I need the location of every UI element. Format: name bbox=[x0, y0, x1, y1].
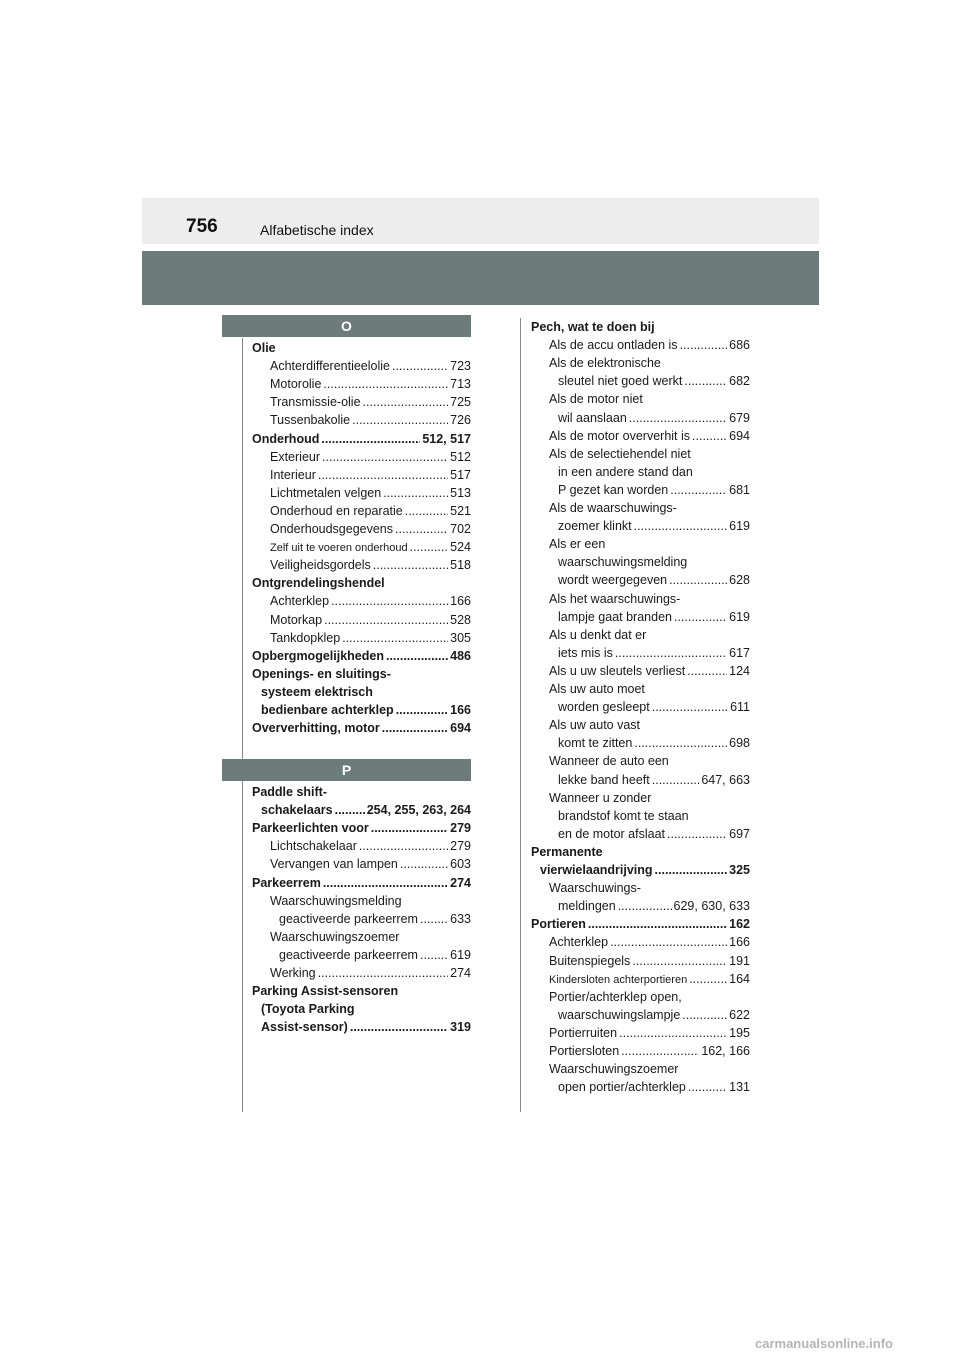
index-entry bbox=[558, 734, 750, 752]
dot-leader bbox=[321, 430, 420, 448]
page-reference: 617 bbox=[729, 645, 750, 660]
dot-leader bbox=[670, 481, 727, 499]
index-term: sleutel niet goed werkt bbox=[558, 374, 683, 389]
page-reference: 528 bbox=[450, 612, 471, 627]
page-reference: 713 bbox=[450, 377, 471, 392]
page-reference: 279 bbox=[450, 821, 471, 836]
page-number: 756 bbox=[186, 216, 218, 237]
index-entry bbox=[261, 1000, 471, 1018]
index-term: Als de waarschuwings- bbox=[549, 501, 677, 515]
page-reference: 647, 663 bbox=[701, 772, 750, 787]
dot-leader bbox=[400, 855, 448, 873]
dot-leader bbox=[669, 571, 727, 589]
section-title: Alfabetische index bbox=[260, 222, 374, 238]
index-entry bbox=[549, 970, 750, 988]
index-entry bbox=[558, 644, 750, 662]
dot-leader bbox=[324, 611, 448, 629]
dot-leader bbox=[674, 608, 727, 626]
index-term: Als uw auto vast bbox=[549, 718, 641, 733]
index-entry bbox=[252, 719, 471, 737]
index-entry bbox=[558, 608, 750, 626]
index-entry bbox=[270, 611, 471, 629]
header-band bbox=[142, 198, 819, 244]
index-term: Transmissie-olie bbox=[270, 395, 361, 410]
index-term: Als de selectiehendel niet bbox=[549, 446, 691, 461]
index-entry bbox=[270, 928, 471, 946]
index-term: Kindersloten achterportieren bbox=[549, 973, 688, 986]
index-term: zoemer klinkt bbox=[558, 519, 632, 534]
index-term: Waarschuwingszoemer bbox=[549, 1062, 679, 1077]
index-entry bbox=[549, 445, 750, 463]
index-entry bbox=[261, 801, 471, 819]
dot-leader bbox=[652, 698, 728, 716]
dot-leader bbox=[392, 357, 448, 375]
dot-leader bbox=[323, 375, 448, 393]
page-reference: 131 bbox=[729, 1080, 750, 1095]
watermark: carmanualsonline.info bbox=[755, 1336, 893, 1351]
index-entry bbox=[558, 409, 750, 427]
index-entry bbox=[558, 1006, 750, 1024]
index-entry bbox=[252, 647, 471, 665]
index-entry bbox=[261, 1018, 471, 1036]
dot-leader bbox=[689, 970, 727, 988]
page-reference: 698 bbox=[729, 736, 750, 751]
index-term: geactiveerde parkeerrem bbox=[279, 947, 418, 962]
page-reference: 524 bbox=[450, 540, 471, 555]
index-term: waarschuwingslampje bbox=[558, 1007, 681, 1022]
index-entry bbox=[558, 897, 750, 915]
index-entry bbox=[549, 1060, 750, 1078]
page-reference: 694 bbox=[729, 428, 750, 443]
index-entry bbox=[270, 892, 471, 910]
index-term: Als het waarschuwings- bbox=[549, 591, 681, 606]
index-term: Motorkap bbox=[270, 612, 323, 627]
index-entry bbox=[549, 390, 750, 408]
index-entry bbox=[252, 574, 471, 592]
index-term: Als er een bbox=[549, 537, 606, 552]
page-reference: 633 bbox=[450, 911, 471, 926]
dot-leader bbox=[615, 644, 727, 662]
page-reference: 166 bbox=[450, 703, 471, 717]
dot-leader bbox=[352, 411, 448, 429]
dot-leader bbox=[323, 874, 448, 892]
index-term: Onderhoud en reparatie bbox=[270, 503, 403, 518]
index-term: Exterieur bbox=[270, 449, 321, 464]
dot-leader bbox=[350, 1018, 448, 1036]
index-entry bbox=[558, 517, 750, 535]
index-entry bbox=[270, 837, 471, 855]
index-term: Wanneer de auto een bbox=[549, 754, 669, 769]
index-entry bbox=[558, 807, 750, 825]
index-entry bbox=[549, 590, 750, 608]
index-term: meldingen bbox=[558, 899, 616, 914]
index-entry bbox=[270, 448, 471, 466]
dot-leader bbox=[655, 861, 728, 879]
index-entry bbox=[558, 372, 750, 390]
index-entry bbox=[279, 946, 471, 964]
letter-heading: P bbox=[222, 759, 471, 781]
index-term: Motorolie bbox=[270, 377, 322, 392]
page-reference: 725 bbox=[450, 395, 471, 410]
index-term: Lichtmetalen velgen bbox=[270, 485, 382, 500]
index-term: brandstof komt te staan bbox=[558, 808, 689, 823]
index-term: lampje gaat branden bbox=[558, 609, 672, 624]
index-term: schakelaars bbox=[261, 803, 333, 818]
dot-leader bbox=[383, 484, 448, 502]
index-term: Achterklep bbox=[549, 935, 609, 950]
index-entry bbox=[549, 354, 750, 372]
index-term: P gezet kan worden bbox=[558, 482, 669, 497]
index-entry bbox=[549, 427, 750, 445]
index-term: systeem elektrisch bbox=[261, 684, 373, 699]
dot-leader bbox=[588, 915, 727, 933]
index-term: Buitenspiegels bbox=[549, 953, 631, 968]
index-term: Portieren bbox=[531, 917, 586, 932]
letter-heading: O bbox=[222, 315, 471, 337]
dot-leader bbox=[687, 662, 727, 680]
page-reference: 274 bbox=[450, 875, 471, 890]
index-entry bbox=[558, 698, 750, 716]
index-entry bbox=[261, 701, 471, 719]
index-term: waarschuwingsmelding bbox=[558, 555, 688, 570]
index-entry bbox=[549, 752, 750, 770]
index-term: lekke band heeft bbox=[558, 772, 650, 787]
index-entry bbox=[270, 484, 471, 502]
page-reference: 162 bbox=[729, 917, 750, 932]
index-term: Olie bbox=[252, 341, 276, 355]
index-term: Waarschuwingsmelding bbox=[270, 893, 402, 908]
page-reference: 628 bbox=[729, 573, 750, 588]
page-reference: 723 bbox=[450, 359, 471, 374]
page-reference: 486 bbox=[450, 648, 471, 663]
page-reference: 254, 255, 263, 264 bbox=[366, 803, 471, 818]
page-reference: 191 bbox=[729, 953, 750, 968]
index-entry bbox=[252, 874, 471, 892]
page-reference: 512, 517 bbox=[422, 431, 471, 446]
index-entry bbox=[270, 538, 471, 556]
index-term: Onderhoud bbox=[252, 431, 320, 446]
page-reference: 726 bbox=[450, 413, 471, 428]
dot-leader bbox=[621, 1042, 699, 1060]
dot-leader bbox=[371, 819, 448, 837]
page-reference: 603 bbox=[450, 857, 471, 872]
index-entry bbox=[549, 535, 750, 553]
index-entry bbox=[270, 520, 471, 538]
page-reference: 679 bbox=[729, 410, 750, 425]
dot-leader bbox=[342, 629, 448, 647]
index-entry bbox=[531, 915, 750, 933]
index-entry bbox=[270, 592, 471, 610]
dot-leader bbox=[634, 517, 728, 535]
index-term: Veiligheidsgordels bbox=[270, 558, 371, 573]
index-term: Als de motor oververhit is bbox=[549, 428, 691, 443]
index-term: Als u denkt dat er bbox=[549, 627, 647, 642]
index-term: Paddle shift- bbox=[252, 785, 328, 799]
index-entry bbox=[549, 988, 750, 1006]
index-entry bbox=[558, 1078, 750, 1096]
dot-leader bbox=[634, 734, 727, 752]
page-reference: 694 bbox=[450, 721, 471, 736]
page-reference: 521 bbox=[450, 503, 471, 518]
index-entry bbox=[270, 556, 471, 574]
dot-leader bbox=[318, 466, 448, 484]
index-term: open portier/achterklep bbox=[558, 1080, 686, 1095]
index-entry bbox=[549, 1024, 750, 1042]
index-entry bbox=[270, 855, 471, 873]
index-entry bbox=[558, 553, 750, 571]
index-term: in een andere stand dan bbox=[558, 464, 693, 479]
index-term: Pech, wat te doen bij bbox=[531, 320, 655, 334]
index-entry bbox=[270, 357, 471, 375]
dot-leader bbox=[618, 897, 672, 915]
page-reference: 518 bbox=[450, 558, 471, 573]
index-entry bbox=[549, 626, 750, 644]
dot-leader bbox=[382, 719, 448, 737]
dot-leader bbox=[688, 1078, 727, 1096]
index-entry bbox=[549, 789, 750, 807]
index-term: komt te zitten bbox=[558, 736, 633, 751]
page-reference: 619 bbox=[729, 609, 750, 624]
index-term: Achterklep bbox=[270, 594, 330, 609]
index-entry bbox=[558, 481, 750, 499]
index-term: Permanente bbox=[531, 844, 603, 859]
dot-leader bbox=[619, 1024, 727, 1042]
index-entry bbox=[531, 318, 750, 336]
dot-leader bbox=[363, 393, 449, 411]
index-entry bbox=[549, 952, 750, 970]
index-entry bbox=[270, 964, 471, 982]
dot-leader bbox=[395, 520, 448, 538]
index-term: vierwielaandrijving bbox=[540, 863, 653, 877]
index-term: Openings- en sluitings- bbox=[252, 666, 391, 681]
index-term: Parking Assist-sensoren bbox=[252, 984, 399, 999]
page-reference: 611 bbox=[730, 700, 750, 715]
index-entry bbox=[549, 933, 750, 951]
dot-leader bbox=[331, 592, 448, 610]
page-reference: 166 bbox=[450, 594, 471, 609]
index-term: Zelf uit te voeren onderhoud bbox=[270, 542, 408, 555]
index-term: Lichtschakelaar bbox=[270, 839, 357, 854]
header-dark-band bbox=[142, 251, 819, 305]
index-entry bbox=[252, 665, 471, 683]
page-reference: 619 bbox=[450, 947, 471, 962]
dot-leader bbox=[386, 647, 448, 665]
page-reference: 702 bbox=[450, 522, 471, 536]
index-term: Als de accu ontladen is bbox=[549, 338, 678, 353]
index-entry bbox=[279, 910, 471, 928]
page-reference: 682 bbox=[729, 374, 750, 389]
dot-leader bbox=[680, 336, 728, 354]
index-term: (Toyota Parking bbox=[261, 1002, 355, 1017]
dot-leader bbox=[682, 1006, 727, 1024]
dot-leader bbox=[420, 910, 448, 928]
dot-leader bbox=[629, 409, 727, 427]
page-reference: 195 bbox=[729, 1025, 750, 1040]
dot-leader bbox=[610, 933, 727, 951]
index-entry bbox=[261, 683, 471, 701]
page-reference: 622 bbox=[729, 1007, 750, 1022]
dot-leader bbox=[396, 701, 448, 719]
index-term: Parkeerrem bbox=[252, 875, 321, 890]
dot-leader bbox=[322, 448, 448, 466]
index-term: iets mis is bbox=[558, 645, 613, 660]
index-entry bbox=[558, 463, 750, 481]
index-term: Opbergmogelijkheden bbox=[252, 648, 384, 663]
index-term: Vervangen van lampen bbox=[270, 857, 398, 872]
page-reference: 162, 166 bbox=[701, 1044, 750, 1058]
column-rule-left bbox=[242, 338, 243, 1112]
dot-leader bbox=[373, 556, 448, 574]
column-rule-right bbox=[520, 318, 521, 1112]
index-entry bbox=[549, 1042, 750, 1060]
index-entry bbox=[549, 499, 750, 517]
index-term: wordt weergegeven bbox=[558, 573, 668, 588]
page-reference: 619 bbox=[729, 519, 750, 534]
index-term: Portierruiten bbox=[549, 1025, 618, 1040]
index-term: Werking bbox=[270, 966, 316, 980]
index-entry bbox=[252, 339, 471, 357]
index-term: Als u uw sleutels verliest bbox=[549, 663, 686, 678]
index-term: Onderhoudsgegevens bbox=[270, 522, 394, 536]
index-entry bbox=[558, 571, 750, 589]
dot-leader bbox=[420, 946, 448, 964]
index-entry bbox=[549, 680, 750, 698]
dot-leader bbox=[632, 952, 727, 970]
page-reference: 517 bbox=[450, 467, 471, 482]
index-term: Waarschuwings- bbox=[549, 881, 641, 896]
page-reference: 164 bbox=[729, 971, 750, 986]
page-reference: 274 bbox=[450, 966, 471, 980]
dot-leader bbox=[652, 771, 700, 789]
page-reference: 166 bbox=[729, 935, 750, 950]
index-entry bbox=[252, 783, 471, 801]
index-term: Portiersloten bbox=[549, 1044, 620, 1058]
index-entry bbox=[252, 430, 471, 448]
dot-leader bbox=[684, 372, 727, 390]
index-term: geactiveerde parkeerrem bbox=[279, 911, 418, 926]
index-entry bbox=[540, 861, 750, 879]
index-term: Interieur bbox=[270, 467, 316, 482]
page-reference: 279 bbox=[450, 839, 471, 854]
index-term: Als uw auto moet bbox=[549, 682, 645, 696]
index-entry bbox=[549, 336, 750, 354]
page-reference: 697 bbox=[729, 826, 750, 841]
index-term: Als de motor niet bbox=[549, 392, 643, 407]
dot-leader bbox=[335, 801, 365, 819]
page-reference: 124 bbox=[729, 663, 750, 678]
index-entry bbox=[270, 502, 471, 520]
dot-leader bbox=[318, 964, 449, 982]
index-entry bbox=[549, 716, 750, 734]
page-reference: 686 bbox=[729, 338, 750, 353]
index-entry bbox=[558, 825, 750, 843]
index-entry bbox=[558, 771, 750, 789]
index-term: wil aanslaan bbox=[558, 410, 627, 425]
index-entry bbox=[270, 466, 471, 484]
index-entry bbox=[270, 411, 471, 429]
index-term: Als de elektronische bbox=[549, 356, 661, 371]
index-term: worden gesleept bbox=[558, 700, 650, 715]
page-reference: 325 bbox=[729, 863, 750, 877]
index-term: bedienbare achterklep bbox=[261, 703, 394, 717]
page-reference: 305 bbox=[450, 630, 471, 645]
index-term: Ontgrendelingshendel bbox=[252, 576, 385, 591]
index-entry bbox=[252, 982, 471, 1000]
index-term: Oververhitting, motor bbox=[252, 721, 380, 736]
index-term: en de motor afslaat bbox=[558, 826, 666, 841]
index-entry bbox=[549, 662, 750, 680]
dot-leader bbox=[692, 427, 727, 445]
page-reference: 629, 630, 633 bbox=[673, 899, 750, 914]
dot-leader bbox=[410, 538, 449, 556]
page-reference: 513 bbox=[450, 485, 471, 500]
index-entry bbox=[531, 843, 750, 861]
index-entry bbox=[270, 393, 471, 411]
page-reference: 512 bbox=[450, 449, 471, 464]
index-term: Tussenbakolie bbox=[270, 413, 351, 428]
dot-leader bbox=[359, 837, 448, 855]
dot-leader bbox=[667, 825, 727, 843]
page-reference: 319 bbox=[450, 1020, 471, 1035]
index-entry bbox=[549, 879, 750, 897]
dot-leader bbox=[405, 502, 448, 520]
index-entry bbox=[270, 629, 471, 647]
index-term: Tankdopklep bbox=[270, 630, 341, 645]
index-entry bbox=[270, 375, 471, 393]
index-entry bbox=[252, 819, 471, 837]
index-term: Parkeerlichten voor bbox=[252, 821, 369, 836]
index-term: Portier/achterklep open, bbox=[549, 989, 682, 1004]
index-term: Wanneer u zonder bbox=[549, 790, 652, 805]
page-reference: 681 bbox=[729, 482, 750, 497]
index-term: Waarschuwingszoemer bbox=[270, 929, 400, 944]
index-term: Achterdifferentieelolie bbox=[270, 359, 390, 374]
index-term: Assist-sensor) bbox=[261, 1020, 348, 1035]
